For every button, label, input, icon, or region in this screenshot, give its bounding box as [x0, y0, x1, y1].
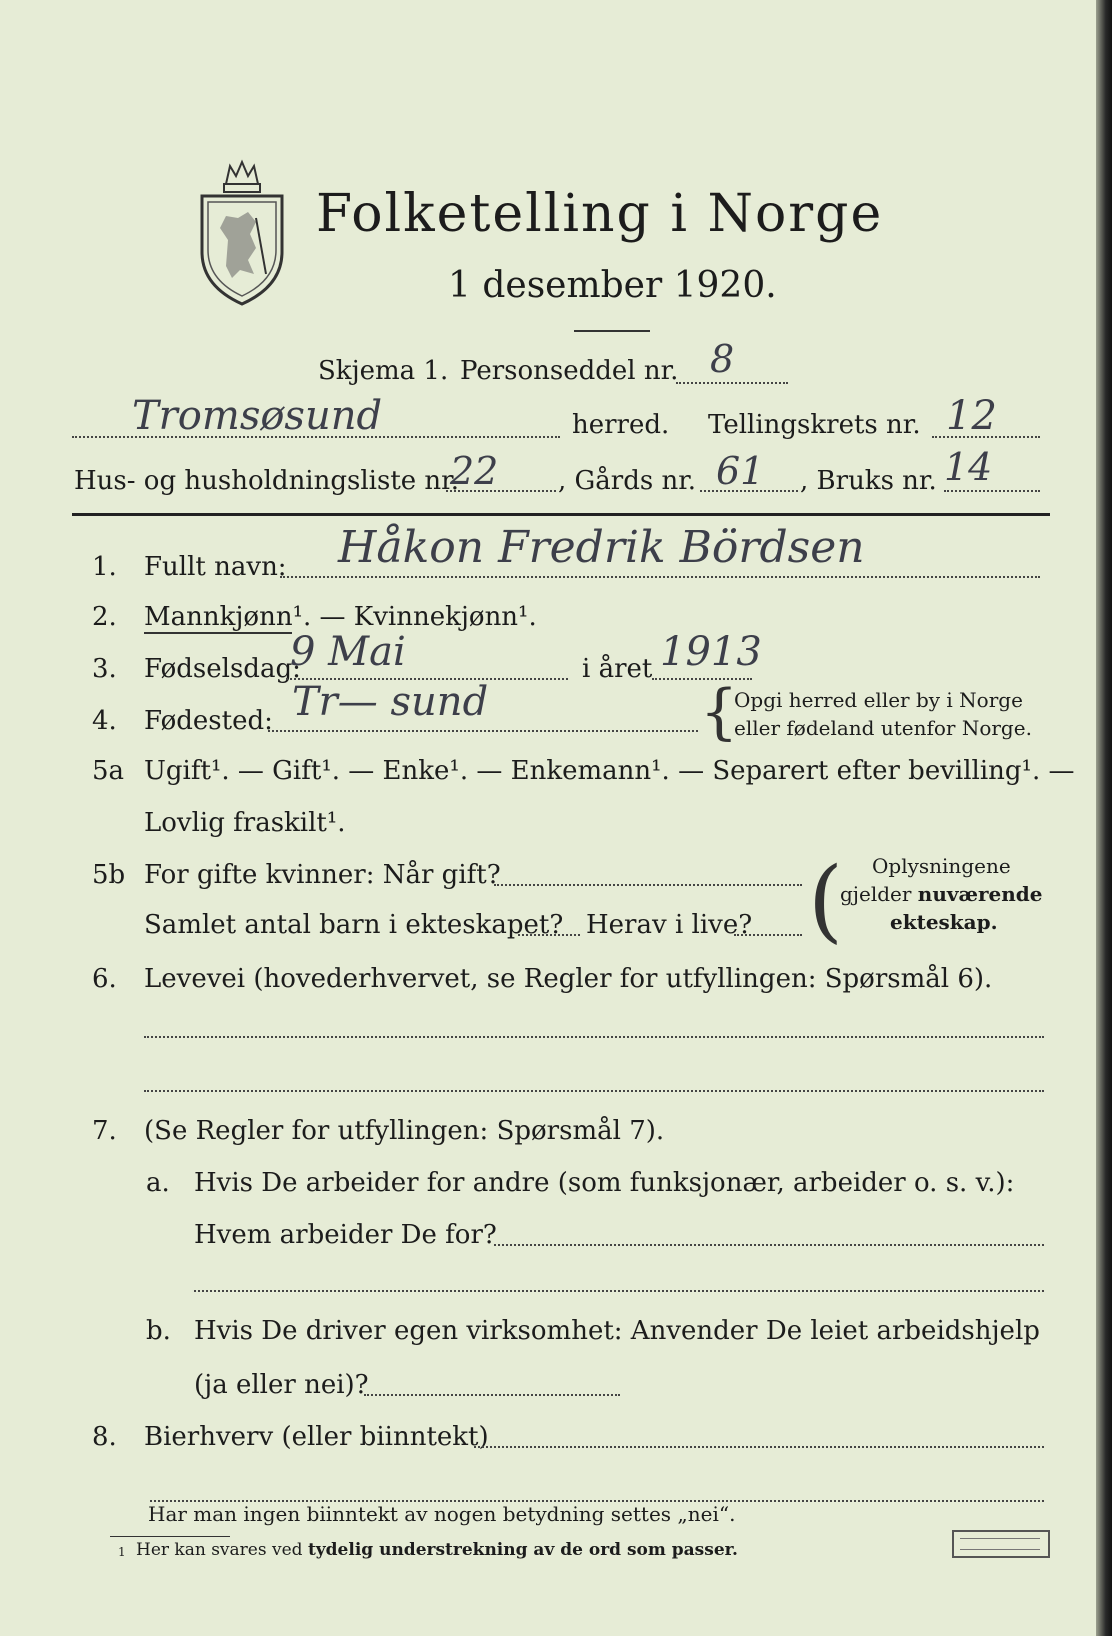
coat-of-arms-icon	[196, 156, 288, 306]
q1-line	[280, 576, 1040, 578]
mannkjonn-underline	[144, 632, 292, 634]
q5b-alive-label: Herav i live?	[586, 910, 753, 940]
q7a-question: Hvem arbeider De for?	[194, 1220, 497, 1250]
q4-note-1: Opgi herred eller by i Norge	[734, 688, 1023, 712]
q5b-children-label: Samlet antal barn i ekteskapet?	[144, 910, 564, 940]
q6-label: Levevei (hovederhvervet, se Regler for utfyllingen: Spørsmål 6).	[144, 964, 993, 994]
q7b-question: (ja eller nei)?	[194, 1370, 369, 1400]
q5b-children-line	[518, 934, 580, 936]
title-divider	[574, 330, 650, 332]
q4-note-2: eller fødeland utenfor Norge.	[734, 716, 1032, 740]
footnote-mark: 1	[118, 1545, 126, 1559]
q1-value[interactable]: Håkon Fredrik Bördsen	[338, 522, 865, 573]
q8-number: 8.	[92, 1422, 117, 1452]
q7-label: (Se Regler for utfyllingen: Spørsmål 7).	[144, 1116, 665, 1146]
bruks-value[interactable]: 14	[944, 445, 993, 489]
header-rule	[72, 513, 1050, 516]
q5b-alive-line	[734, 934, 802, 936]
q2-label: Mannkjønn¹. — Kvinnekjønn¹.	[144, 602, 537, 632]
q4-brace: {	[700, 677, 739, 747]
q1-label: Fullt navn:	[144, 552, 287, 582]
q7a-line-1	[494, 1244, 1044, 1246]
q3-day-value[interactable]: 9 Mai	[290, 629, 406, 675]
q3-year-value[interactable]: 1913	[660, 629, 762, 675]
schema-label: Skjema 1.	[318, 356, 449, 386]
q7b-letter: b.	[146, 1316, 171, 1346]
q5b-brace: (	[808, 848, 844, 953]
q4-line	[268, 730, 698, 732]
q3-label: Fødselsdag:	[144, 654, 301, 684]
herred-label: herred.	[572, 410, 670, 440]
q4-label: Fødested:	[144, 706, 273, 736]
q2-number: 2.	[92, 602, 117, 632]
form-title: Folketelling i Norge	[316, 184, 884, 244]
q5b-note-2: gjelder nuværende	[840, 882, 1043, 906]
q8-note: Har man ingen biinntekt av nogen betydning settes „nei“.	[148, 1502, 736, 1526]
census-date: 1 desember 1920.	[448, 265, 777, 306]
q5a-options-2: Lovlig fraskilt¹.	[144, 808, 346, 838]
gards-label: , Gårds nr.	[558, 466, 697, 496]
printer-stamp	[952, 1530, 1050, 1558]
q4-number: 4.	[92, 706, 117, 736]
q7-number: 7.	[92, 1116, 117, 1146]
q7a-label: Hvis De arbeider for andre (som funksjonær, arbeider o. s. v.):	[194, 1168, 1015, 1198]
personseddel-value[interactable]: 8	[710, 337, 735, 381]
q5b-married-line	[494, 884, 802, 886]
bruks-label: , Bruks nr.	[800, 466, 937, 496]
q5b-label: For gifte kvinner: Når gift?	[144, 860, 501, 890]
footnote-rule	[110, 1536, 230, 1537]
q6-number: 6.	[92, 964, 117, 994]
q7a-line-2	[194, 1290, 1044, 1292]
herred-value[interactable]: Tromsøsund	[132, 393, 383, 439]
q4-value[interactable]: Tr— sund	[292, 679, 489, 725]
personseddel-line	[676, 382, 788, 384]
hus-label: Hus- og husholdningsliste nr.	[74, 466, 460, 496]
tellingskrets-value[interactable]: 12	[946, 393, 997, 439]
q5b-note-1: Oplysningene	[872, 854, 1011, 878]
footnote-text: Her kan svares ved tydelig understrekning av de ord som passer.	[136, 1540, 738, 1560]
q3-year-label: i året	[582, 654, 653, 684]
bruks-line	[944, 490, 1040, 492]
q7a-letter: a.	[146, 1168, 170, 1198]
tellingskrets-label: Tellingskrets nr.	[708, 410, 921, 440]
q5a-options: Ugift¹. — Gift¹. — Enke¹. — Enkemann¹. — Separert efter bevilling¹. —	[144, 756, 1075, 786]
q6-line-2	[144, 1090, 1044, 1092]
personseddel-label: Personseddel nr.	[460, 356, 679, 386]
q6-line-1	[144, 1036, 1044, 1038]
q5b-number: 5b	[92, 860, 126, 890]
q5b-note-3: ekteskap.	[890, 910, 998, 934]
hus-value[interactable]: 22	[450, 449, 499, 493]
q5a-number: 5a	[92, 756, 125, 786]
q3-number: 3.	[92, 654, 117, 684]
q7b-line	[364, 1394, 620, 1396]
q8-line-1	[474, 1446, 1044, 1448]
q7b-label: Hvis De driver egen virksomhet: Anvender De leiet arbeidshjelp	[194, 1316, 1040, 1346]
q8-label: Bierhverv (eller biinntekt)	[144, 1422, 489, 1452]
q1-number: 1.	[92, 552, 117, 582]
gards-value[interactable]: 61	[716, 449, 765, 493]
